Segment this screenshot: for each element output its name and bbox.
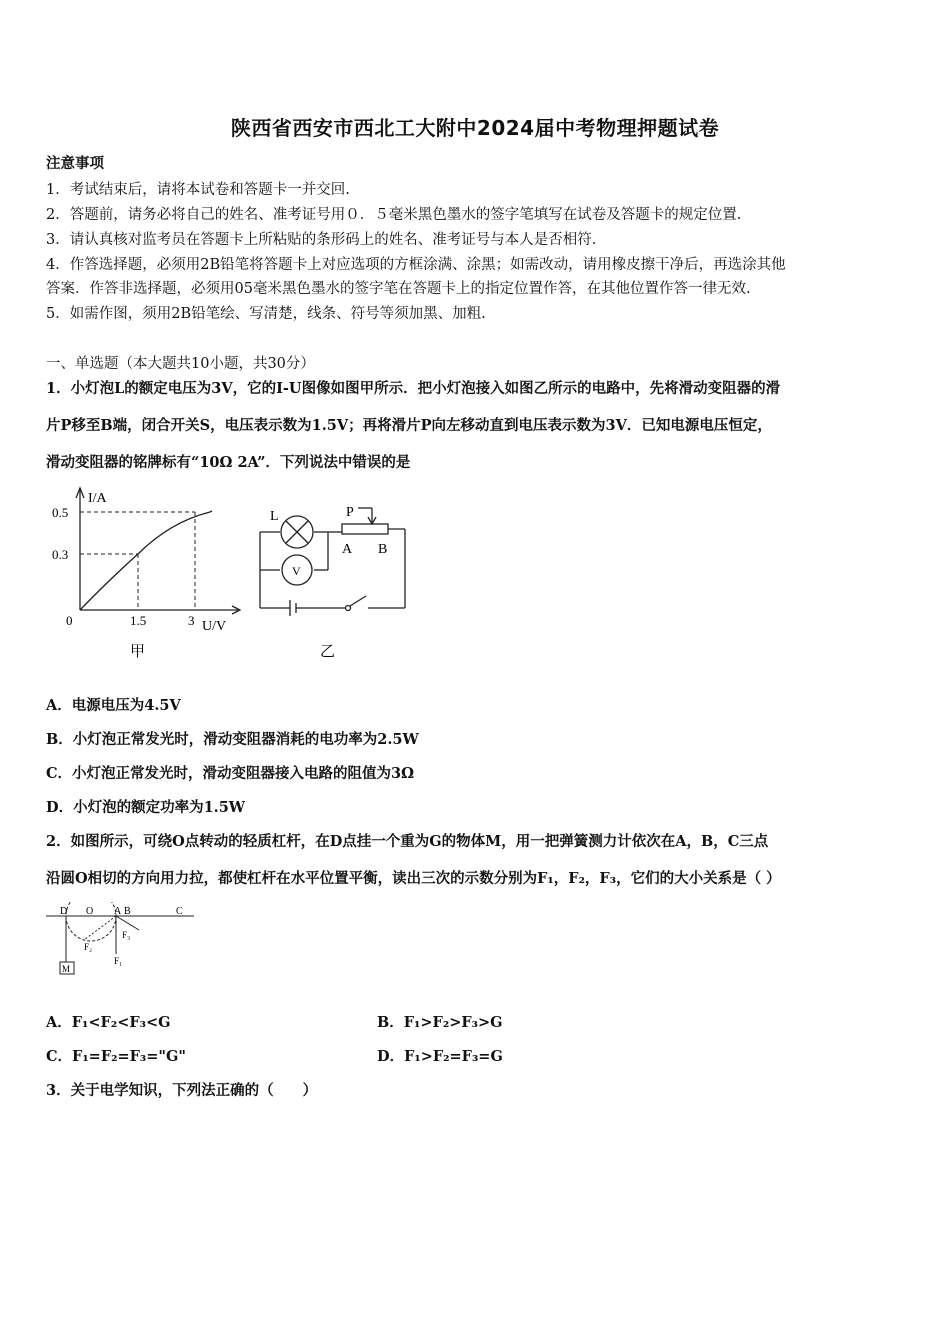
notice-item: 5．如需作图，须用2B铅笔绘、写清楚，线条、符号等须加黑、加粗. (46, 306, 486, 322)
notice-item: 1．考试结束后，请将本试卷和答题卡一并交回. (46, 182, 350, 198)
notice-item: 4．作答选择题，必须用2B铅笔将答题卡上对应选项的方框涂满、涂黑；如需改动，请用橡皮擦干净后，再选涂其他 (46, 257, 786, 273)
option-b: B．F₁>F₂>F₃>G (377, 1014, 503, 1031)
iu-curve (80, 512, 210, 610)
notice-item: 答案．作答非选择题，必须用05毫米黑色墨水的签字笔在答题卡上的指定位置作答，在其他位置作答一律无效. (46, 281, 751, 297)
label-f2: F₂ (84, 942, 93, 952)
option-a: A．电源电压为4.5V (46, 697, 181, 714)
y-tick-label: 0.5 (52, 505, 69, 520)
label-f3: F₃ (122, 930, 131, 940)
question-1-line: 1．小灯泡L的额定电压为3V，它的I-U图像如图甲所示．把小灯泡接入如图乙所示的电路中，先将滑动变阻器的滑 (46, 380, 781, 397)
page-title: 陕西省西安市西北工大附中2024届中考物理押题试卷 (230, 116, 720, 140)
label-c: C (176, 906, 183, 917)
option-d: D．F₁>F₂=F₃=G (377, 1048, 503, 1065)
question-1-line: 滑动变阻器的铭牌标有“10Ω 2A”．下列说法中错误的是 (46, 454, 411, 471)
notice-item: 3．请认真核对监考员在答题卡上所粘贴的条形码上的姓名、准考证号与本人是否相符. (46, 232, 597, 248)
question-3-line: 3．关于电学知识，下列法正确的（ ） (46, 1082, 318, 1099)
label-a: A (114, 906, 122, 917)
end-a-label: A (342, 542, 353, 557)
force-f2 (84, 916, 116, 940)
question-2-line: 2．如图所示，可绕O点转动的轻质杠杆，在D点挂一个重为G的物体M，用一把弹簧测力计依次在A，B，C三点 (46, 833, 769, 850)
notice-item: 2．答题前，请务必将自己的姓名、准考证号用０．５毫米黑色墨水的签字笔填写在试卷及答题卡的规定位置. (46, 207, 742, 223)
option-b: B．小灯泡正常发光时，滑动变阻器消耗的电功率为2.5W (46, 731, 419, 748)
rheostat-symbol (342, 524, 388, 534)
slider-label: P (346, 505, 354, 520)
figure-caption: 甲 (130, 644, 146, 660)
x-tick-label: 0 (66, 613, 73, 628)
end-b-label: B (378, 542, 388, 557)
circuit-figure (250, 490, 420, 670)
lamp-label: L (270, 509, 279, 524)
x-tick-label: 3 (188, 613, 195, 628)
label-b: B (124, 906, 131, 917)
question-2-line: 沿圆O相切的方向用力拉，都使杠杆在水平位置平衡，读出三次的示数分别为F₁，F₂，F₃，它们的大小关系是（ ） (46, 870, 781, 887)
question-1-line: 片P移至B端，闭合开关S，电压表示数为1.5V；再将滑片P向左移动直到电压表示数为3V．已知电源电压恒定， (46, 417, 772, 434)
x-axis-label: U/V (202, 619, 227, 634)
label-m: M (62, 964, 71, 974)
notice-heading: 注意事项 (46, 155, 104, 172)
figure-caption: 乙 (320, 644, 336, 660)
force-f3 (116, 916, 139, 930)
voltmeter-label: V (292, 564, 301, 578)
y-tick-label: 0.3 (52, 547, 69, 562)
x-tick-label: 1.5 (130, 613, 147, 628)
option-c: C．小灯泡正常发光时，滑动变阻器接入电路的阻值为3Ω (46, 765, 415, 782)
section-heading: 一、单选题（本大题共10小题，共30分） (46, 356, 315, 372)
label-f1: F₁ (114, 956, 123, 966)
label-o: O (86, 906, 94, 917)
switch-symbol (346, 606, 351, 611)
lever-figure (44, 902, 204, 982)
option-a: A．F₁<F₂<F₃<G (46, 1014, 171, 1031)
y-axis-label: I/A (88, 491, 107, 506)
option-d: D．小灯泡的额定功率为1.5W (46, 799, 246, 816)
iu-graph-figure (50, 484, 250, 664)
option-c: C．F₁=F₂=F₃="G" (46, 1048, 186, 1065)
label-d: D (60, 906, 68, 917)
